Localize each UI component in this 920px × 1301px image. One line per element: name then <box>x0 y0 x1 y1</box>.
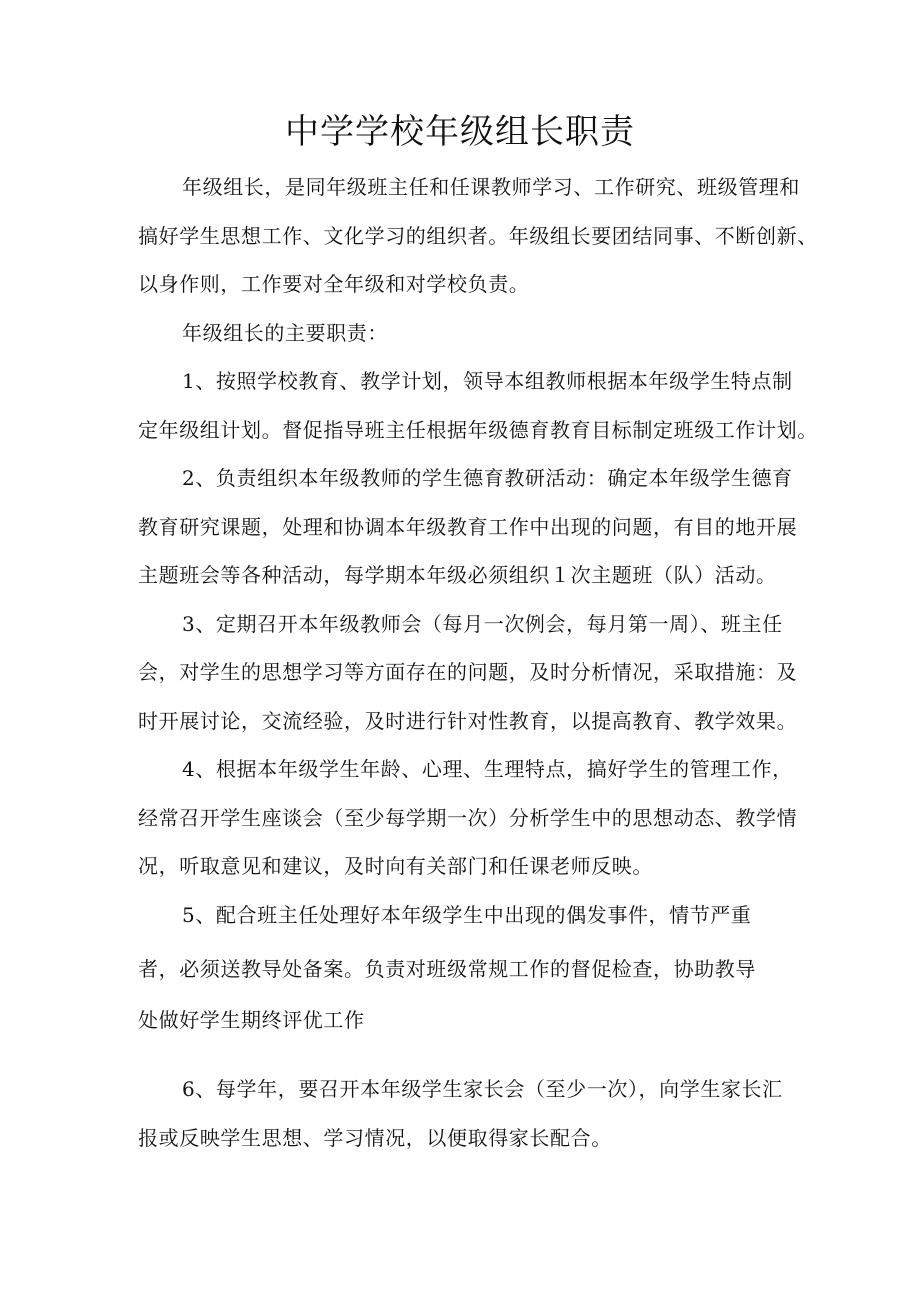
page-title: 中学学校年级组长职责 <box>285 112 635 152</box>
text-line: 年级组长的主要职责： <box>182 321 388 345</box>
text-line: 年级组长，是同年级班主任和任课教师学习、工作研究、班级管理和 <box>182 175 800 199</box>
text-line: 况，听取意见和建议，及时向有关部门和任课老师反映。 <box>138 854 653 878</box>
text-line: 定年级组计划。督促指导班主任根据年级德育教育目标制定班级工作计划。 <box>138 418 818 442</box>
text-line: 处做好学生期终评优工作 <box>138 1008 365 1032</box>
text-line: 2、负责组织本年级教师的学生德育教研活动：确定本年级学生德育 <box>182 466 793 490</box>
text-line: 时开展讨论，交流经验，及时进行针对性教育，以提高教育、教学效果。 <box>138 709 798 733</box>
text-line: 报或反映学生思想、学习情况，以便取得家长配合。 <box>138 1126 612 1150</box>
text-line: 3、定期召开本年级教师会（每月一次例会，每月第一周）、班主任 <box>182 612 783 636</box>
text-line: 以身作则，工作要对全年级和对学校负责。 <box>138 272 530 296</box>
text-line: 主题班会等各种活动，每学期本年级必须组织１次主题班（队）活动。 <box>138 563 777 587</box>
text-line: 会，对学生的思想学习等方面存在的问题，及时分析情况，采取措施：及 <box>138 660 798 684</box>
text-line: 搞好学生思想工作、文化学习的组织者。年级组长要团结同事、不断创新、 <box>138 224 818 248</box>
text-line: 5、配合班主任处理好本年级学生中出现的偶发事件，情节严重 <box>182 903 752 927</box>
text-line: 6、每学年，要召开本年级学生家长会（至少一次），向学生家长汇 <box>182 1077 783 1101</box>
text-line: 经常召开学生座谈会（至少每学期一次）分析学生中的思想动态、教学情 <box>138 806 798 830</box>
text-line: 者，必须送教导处备案。负责对班级常规工作的督促检查，协助教导 <box>138 957 756 981</box>
text-line: 教育研究课题，处理和协调本年级教育工作中出现的问题，有目的地开展 <box>138 515 798 539</box>
text-line: 1、按照学校教育、教学计划，领导本组教师根据本年级学生特点制 <box>182 369 793 393</box>
text-line: 4、根据本年级学生年龄、心理、生理特点，搞好学生的管理工作， <box>182 757 793 781</box>
